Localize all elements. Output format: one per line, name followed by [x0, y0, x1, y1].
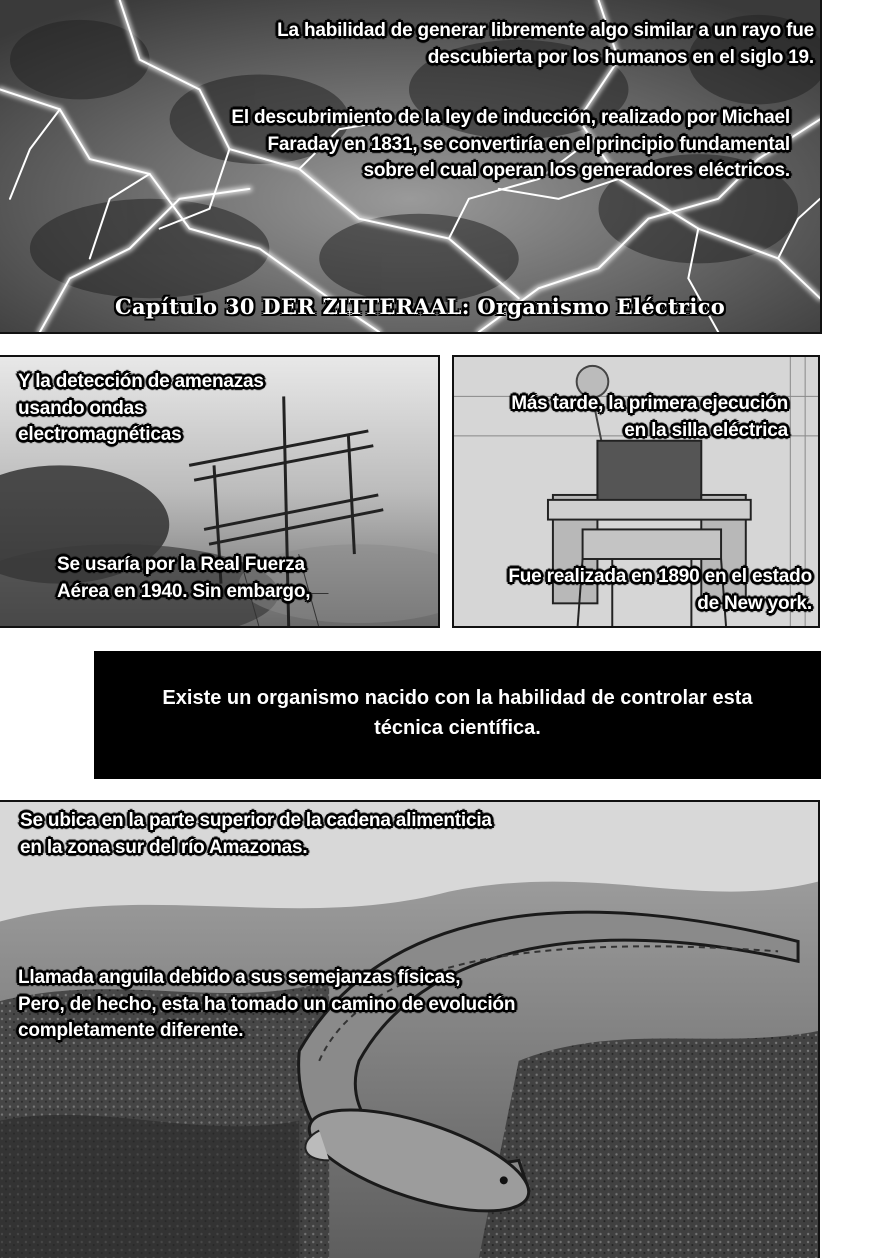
panel-radar [0, 355, 440, 628]
panel-narration-black [94, 651, 821, 779]
caption-amazon-location: Se ubica en la parte superior de la cadena alimenticia en la zona sur del río Amazonas. [20, 810, 492, 858]
panel-electric-eel [0, 800, 820, 1258]
caption-faraday: El descubrimiento de la ley de inducción, realizado por Michael Faraday en 1831, se convertiría en el principio fundamental sobre el cual operan los generadores eléctricos. [231, 107, 790, 182]
caption-eel-evolution: Llamada anguila debido a sus semejanzas físicas, Pero, de hecho, esta ha tomado un camino de evolución completamente diferente. [18, 967, 516, 1042]
caption-organism-intro: Existe un organismo nacido con la habilidad de controlar esta técnica científica. [162, 687, 753, 739]
caption-induction-intro: La habilidad de generar libremente algo similar a un rayo fue descubierta por los humanos en el siglo 19. [277, 20, 814, 68]
caption-later-execution: Más tarde, la primera ejecución en la silla eléctrica [511, 393, 788, 441]
panel-lightning [0, 0, 822, 334]
chapter-title: Capítulo 30 DER ZITTERAAL: Organismo Eléctrico [115, 294, 726, 319]
caption-radar-detection: Y la detección de amenazas usando ondas electromagnéticas [18, 371, 264, 446]
caption-raf: Se usaría por la Real Fuerza Aérea en 1940. Sin embargo, [57, 554, 311, 602]
caption-1890-new-york: Fue realizada en 1890 en el estado de New york. [508, 566, 812, 614]
panel-electric-chair [452, 355, 820, 628]
